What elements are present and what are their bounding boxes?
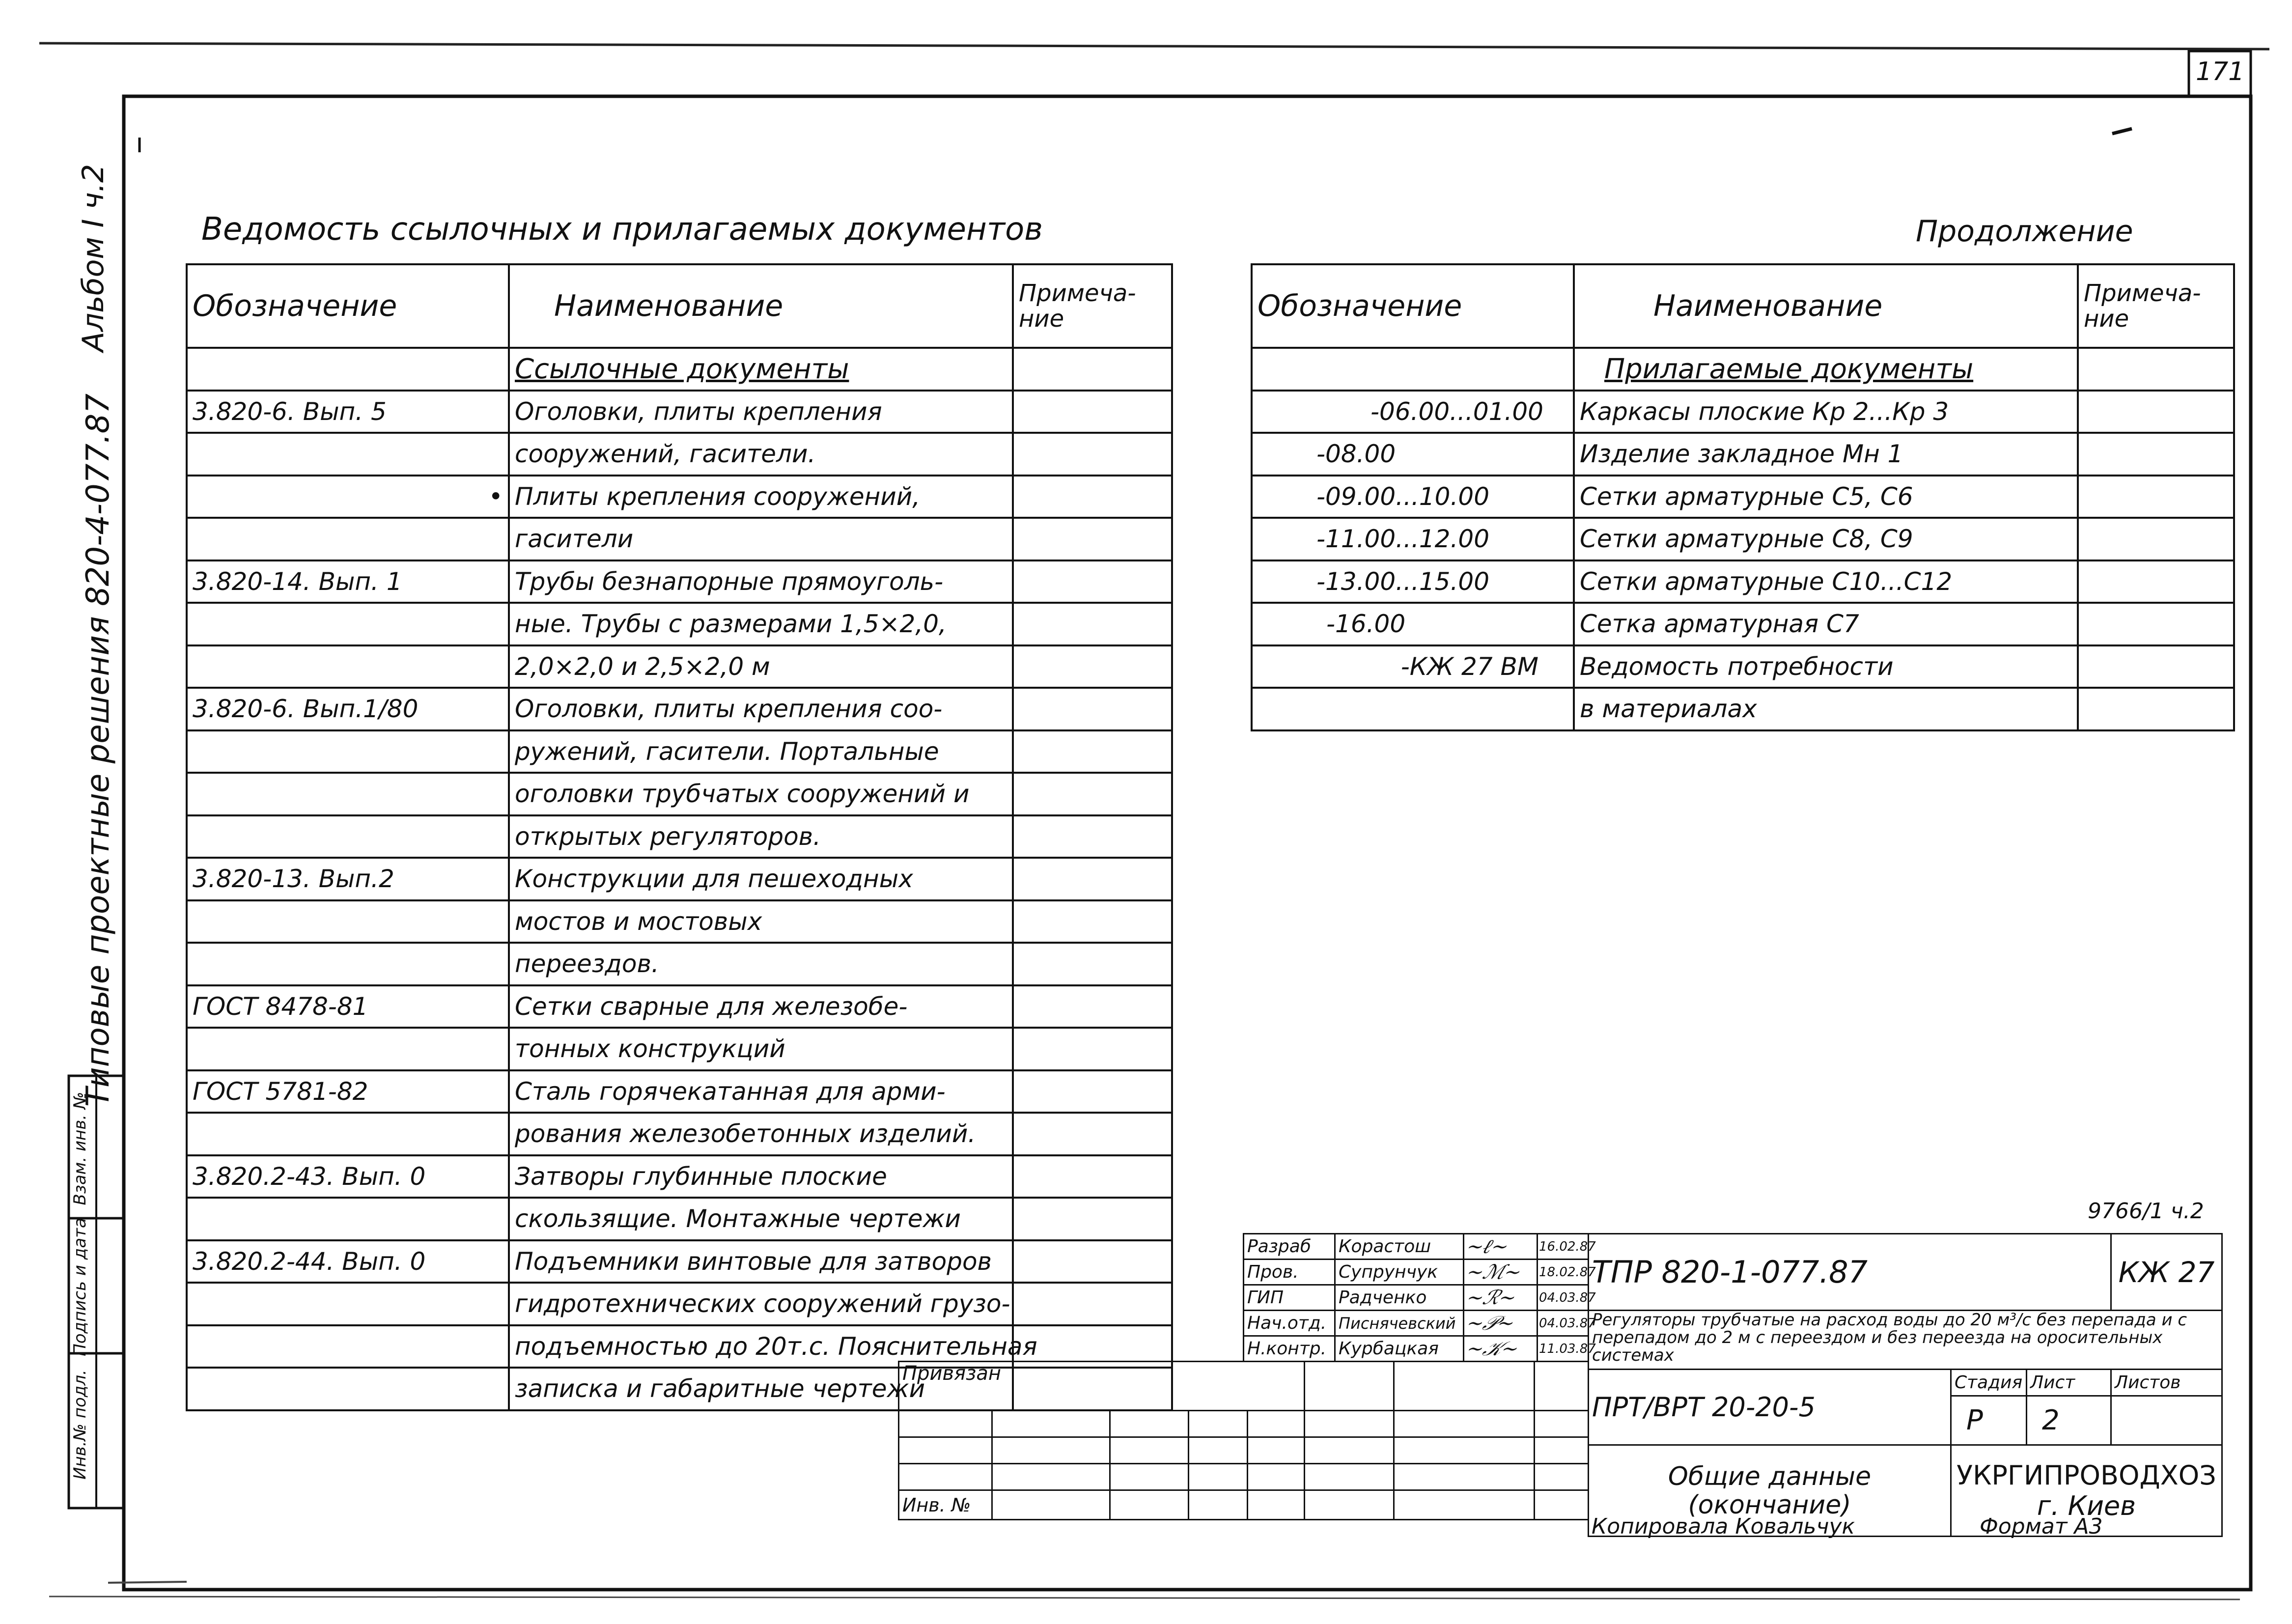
- signature: ~ℳ~: [1464, 1260, 1537, 1285]
- signatory-name: Писнячевский: [1335, 1311, 1464, 1336]
- doc-code: ТПР 820-1-077.87: [1589, 1234, 2111, 1311]
- stamp-cell: [1189, 1437, 1248, 1464]
- signature: ~ℓ~: [1464, 1234, 1537, 1260]
- table-cell: [1013, 1155, 1172, 1198]
- table-cell: Сетки сварные для железобе-: [509, 985, 1013, 1028]
- table-cell: скользящие. Монтажные чертежи: [509, 1198, 1013, 1240]
- table-cell: Конструкции для пешеходных: [509, 858, 1013, 900]
- table-cell: 3.820.2-43. Вып. 0: [187, 1155, 509, 1198]
- signatory-role: Пров.: [1244, 1260, 1335, 1285]
- table-cell: 3.820.2-44. Вып. 0: [187, 1240, 509, 1283]
- table-cell: [2078, 645, 2234, 688]
- stamp-cell: [1305, 1437, 1394, 1464]
- table-cell: [187, 1198, 509, 1240]
- table-cell: •: [187, 476, 509, 518]
- stamp-cell: [1110, 1490, 1189, 1520]
- signatory-role: ГИП: [1244, 1285, 1335, 1311]
- table-cell: [2078, 518, 2234, 560]
- table-cell: 3.820-13. Вып.2: [187, 858, 509, 900]
- table-cell: [187, 1283, 509, 1325]
- table-cell: [1013, 858, 1172, 900]
- table-cell: [2078, 688, 2234, 730]
- stamp-cell: [1110, 1437, 1189, 1464]
- signature: ~𝒫~: [1464, 1311, 1537, 1336]
- table-cell: [187, 1113, 509, 1155]
- stamp-cell: [1535, 1437, 1589, 1464]
- table-cell: [1013, 773, 1172, 815]
- table-cell: -КЖ 27 ВМ: [1252, 645, 1574, 688]
- table-cell: [187, 603, 509, 645]
- table-cell: 2,0×2,0 и 2,5×2,0 м: [509, 645, 1013, 688]
- section-heading: Прилагаемые документы: [1574, 348, 2078, 391]
- stamp-cell: [1535, 1464, 1589, 1490]
- variant: ПРТ/ВРТ 20-20-5: [1589, 1370, 1951, 1445]
- stamp-cell: [1189, 1464, 1248, 1490]
- table-cell: [1013, 348, 1172, 391]
- table-cell: [1013, 943, 1172, 985]
- stamp-cell: [1305, 1490, 1394, 1520]
- table-cell: [1013, 688, 1172, 730]
- table-cell: [1013, 1283, 1172, 1325]
- stamp-cell: [1248, 1464, 1305, 1490]
- stamp-cell: [1189, 1411, 1248, 1437]
- copied-by: Копировала Ковальчук: [1592, 1514, 1855, 1539]
- binding-block: [898, 1361, 1589, 1520]
- table-cell: [1013, 518, 1172, 560]
- table-cell: Сетки арматурные С8, С9: [1574, 518, 2078, 560]
- table-cell: [2078, 476, 2234, 518]
- table-cell: [1013, 1028, 1172, 1070]
- sheet-label: Лист: [2027, 1370, 2111, 1396]
- sheet-ref: 9766/1 ч.2: [2088, 1199, 2204, 1224]
- table-cell: гасители: [509, 518, 1013, 560]
- stamp-cell: [1305, 1362, 1394, 1411]
- signatory-name: Корастош: [1335, 1234, 1464, 1260]
- table-cell: -16.00: [1252, 603, 1574, 645]
- attached-docs-table: [1251, 263, 2235, 731]
- stamp-cell: [1248, 1490, 1305, 1520]
- table-cell: в материалах: [1574, 688, 2078, 730]
- mark: КЖ 27: [2111, 1234, 2222, 1311]
- table-cell: 3.820-14. Вып. 1: [187, 560, 509, 603]
- table-cell: -11.00...12.00: [1252, 518, 1574, 560]
- stamp-cell: [1305, 1411, 1394, 1437]
- project-title: Регуляторы трубчатые на расход воды до 20 м³/с без перепада и с перепадом до 2 м с переездом и без переезда на оросительных системах: [1589, 1311, 2222, 1370]
- table-cell: [187, 943, 509, 985]
- org-name: УКРГИПРОВОДХОЗ: [1957, 1459, 2216, 1491]
- series-text: Типовые проектные решения 820-4-077.87: [80, 393, 116, 1107]
- org-city: г. Киев: [2037, 1490, 2136, 1521]
- table-cell: переездов.: [509, 943, 1013, 985]
- table-cell: гидротехнических сооружений грузо-: [509, 1283, 1013, 1325]
- stamp-cell: [1305, 1464, 1394, 1490]
- table-cell: подъемностью до 20т.с. Пояснительная: [509, 1325, 1013, 1368]
- table-cell: [187, 348, 509, 391]
- stamp-cell: [1535, 1362, 1589, 1411]
- page-title: Ведомость ссылочных и прилагаемых документов: [201, 211, 1043, 248]
- table-cell: [187, 1325, 509, 1368]
- table-cell: 3.820-6. Вып. 5: [187, 391, 509, 433]
- table-cell: Сетка арматурная С7: [1574, 603, 2078, 645]
- signature: ~𝒦~: [1464, 1336, 1537, 1362]
- signatory-date: 18.02.87: [1537, 1260, 1589, 1285]
- signatory-date: 04.03.87: [1537, 1285, 1589, 1311]
- table-cell: Сетки арматурные С10...С12: [1574, 560, 2078, 603]
- table-cell: [1013, 433, 1172, 476]
- signatory-role: Нач.отд.: [1244, 1311, 1335, 1336]
- table-cell: Трубы безнапорные прямоуголь-: [509, 560, 1013, 603]
- table-cell: [187, 433, 509, 476]
- margin-cell-inv: Инв.№ подл.: [70, 1370, 90, 1480]
- signatory-date: 16.02.87: [1537, 1234, 1589, 1260]
- table-cell: ГОСТ 8478-81: [187, 985, 509, 1028]
- table-cell: [1013, 985, 1172, 1028]
- doc-title-line-2: (окончание): [1688, 1490, 1851, 1520]
- table-cell: [2078, 603, 2234, 645]
- stamp-cell: [1535, 1490, 1589, 1520]
- stage-value: Р: [1951, 1396, 2027, 1445]
- table-cell: [1013, 476, 1172, 518]
- table-cell: открытых регуляторов.: [509, 815, 1013, 858]
- signatory-name: Супрунчук: [1335, 1260, 1464, 1285]
- stamp-cell: [1394, 1437, 1535, 1464]
- signatory-role: Разраб: [1244, 1234, 1335, 1260]
- table-cell: [187, 900, 509, 943]
- table-cell: [1013, 1198, 1172, 1240]
- table-cell: [1013, 603, 1172, 645]
- table-cell: -13.00...15.00: [1252, 560, 1574, 603]
- table-cell: [187, 1028, 509, 1070]
- table-cell: [187, 815, 509, 858]
- table-cell: -08.00: [1252, 433, 1574, 476]
- table-cell: Сетки арматурные С5, С6: [1574, 476, 2078, 518]
- stamp-cell: [1394, 1362, 1535, 1411]
- table-cell: [1013, 815, 1172, 858]
- header-name: Наименование: [509, 264, 1013, 348]
- table-cell: [187, 773, 509, 815]
- stamp-cell: [1248, 1411, 1305, 1437]
- sheets-label: Листов: [2111, 1370, 2222, 1396]
- stamp-cell: [899, 1411, 992, 1437]
- header-name: Наименование: [1574, 264, 2078, 348]
- stage-label: Стадия: [1951, 1370, 2027, 1396]
- table-cell: записка и габаритные чертежи: [509, 1368, 1013, 1410]
- table-cell: тонных конструкций: [509, 1028, 1013, 1070]
- table-cell: [1013, 560, 1172, 603]
- table-cell: [2078, 391, 2234, 433]
- table-cell: Плиты крепления сооружений,: [509, 476, 1013, 518]
- signatory-role: Н.контр.: [1244, 1336, 1335, 1362]
- stamp-cell: [992, 1490, 1110, 1520]
- table-cell: Подъемники винтовые для затворов: [509, 1240, 1013, 1283]
- table-cell: -09.00...10.00: [1252, 476, 1574, 518]
- header-designation: Обозначение: [187, 264, 509, 348]
- section-heading: Ссылочные документы: [509, 348, 1013, 391]
- table-cell: [187, 730, 509, 773]
- table-cell: мостов и мостовых: [509, 900, 1013, 943]
- header-designation: Обозначение: [1252, 264, 1574, 348]
- table-cell: [1252, 688, 1574, 730]
- sheet-value: 2: [2027, 1396, 2111, 1445]
- table-cell: [187, 645, 509, 688]
- title-block: [1588, 1233, 2223, 1537]
- table-cell: [1013, 1113, 1172, 1155]
- table-cell: [187, 518, 509, 560]
- stamp-cell: [992, 1437, 1110, 1464]
- stamp-cell: [899, 1464, 992, 1490]
- table-cell: ружений, гасители. Портальные: [509, 730, 1013, 773]
- stamp-cell: [899, 1437, 992, 1464]
- sheet-number: 171: [2196, 57, 2245, 86]
- signature: ~ℛ~: [1464, 1285, 1537, 1311]
- table-cell: [2078, 348, 2234, 391]
- table-cell: [2078, 560, 2234, 603]
- album-text: Альбом I ч.2: [76, 164, 111, 352]
- signatories-block: [1243, 1233, 1596, 1362]
- table-cell: [2078, 433, 2234, 476]
- table-cell: ГОСТ 5781-82: [187, 1070, 509, 1113]
- signatory-name: Радченко: [1335, 1285, 1464, 1311]
- stamp-cell: [1394, 1464, 1535, 1490]
- references-table: [186, 263, 1173, 1411]
- table-cell: [1013, 1240, 1172, 1283]
- margin-cell-replace: Взам. инв. №: [70, 1092, 90, 1205]
- table-cell: [1013, 900, 1172, 943]
- table-cell: Каркасы плоские Кр 2...Кр 3: [1574, 391, 2078, 433]
- table-cell: Изделие закладное Мн 1: [1574, 433, 2078, 476]
- stamp-cell: [1394, 1490, 1535, 1520]
- stamp-cell: [1189, 1490, 1248, 1520]
- header-note: Примеча-ние: [2078, 264, 2234, 348]
- format-label: Формат А3: [1980, 1514, 2103, 1539]
- table-cell: [1252, 348, 1574, 391]
- margin-cell-sign: Подпись и дата: [70, 1218, 90, 1356]
- signatory-date: 11.03.87: [1537, 1336, 1589, 1362]
- table-cell: 3.820-6. Вып.1/80: [187, 688, 509, 730]
- table-cell: Затворы глубинные плоские: [509, 1155, 1013, 1198]
- table-cell: Оголовки, плиты крепления соо-: [509, 688, 1013, 730]
- table-cell: Ведомость потребности: [1574, 645, 2078, 688]
- table-cell: Сталь горячекатанная для арми-: [509, 1070, 1013, 1113]
- stamp-cell: [1248, 1437, 1305, 1464]
- stamp-cell: [1535, 1411, 1589, 1437]
- stamp-cell: [992, 1464, 1110, 1490]
- signatory-date: 04.03.87: [1537, 1311, 1589, 1336]
- sheets-value: [2111, 1396, 2222, 1445]
- table-cell: -06.00...01.00: [1252, 391, 1574, 433]
- table-cell: оголовки трубчатых сооружений и: [509, 773, 1013, 815]
- table-cell: рования железобетонных изделий.: [509, 1113, 1013, 1155]
- stamp-cell: [1110, 1464, 1189, 1490]
- stamp-cell: [1110, 1411, 1189, 1437]
- table-cell: [1013, 391, 1172, 433]
- table-cell: [187, 1368, 509, 1410]
- table-cell: [1013, 645, 1172, 688]
- doc-title-line-1: Общие данные: [1668, 1461, 1872, 1491]
- table-cell: [1013, 730, 1172, 773]
- table-cell: ные. Трубы с размерами 1,5×2,0,: [509, 603, 1013, 645]
- stamp-cell: [1394, 1411, 1535, 1437]
- inv-label: Инв. №: [899, 1490, 992, 1520]
- signatory-name: Курбацкая: [1335, 1336, 1464, 1362]
- table-cell: Оголовки, плиты крепления: [509, 391, 1013, 433]
- bound-label: Привязан: [899, 1362, 1305, 1411]
- continuation-label: Продолжение: [1916, 214, 2133, 249]
- stamp-cell: [992, 1411, 1110, 1437]
- table-cell: [1013, 1070, 1172, 1113]
- table-cell: сооружений, гасители.: [509, 433, 1013, 476]
- header-note: Примеча-ние: [1013, 264, 1172, 348]
